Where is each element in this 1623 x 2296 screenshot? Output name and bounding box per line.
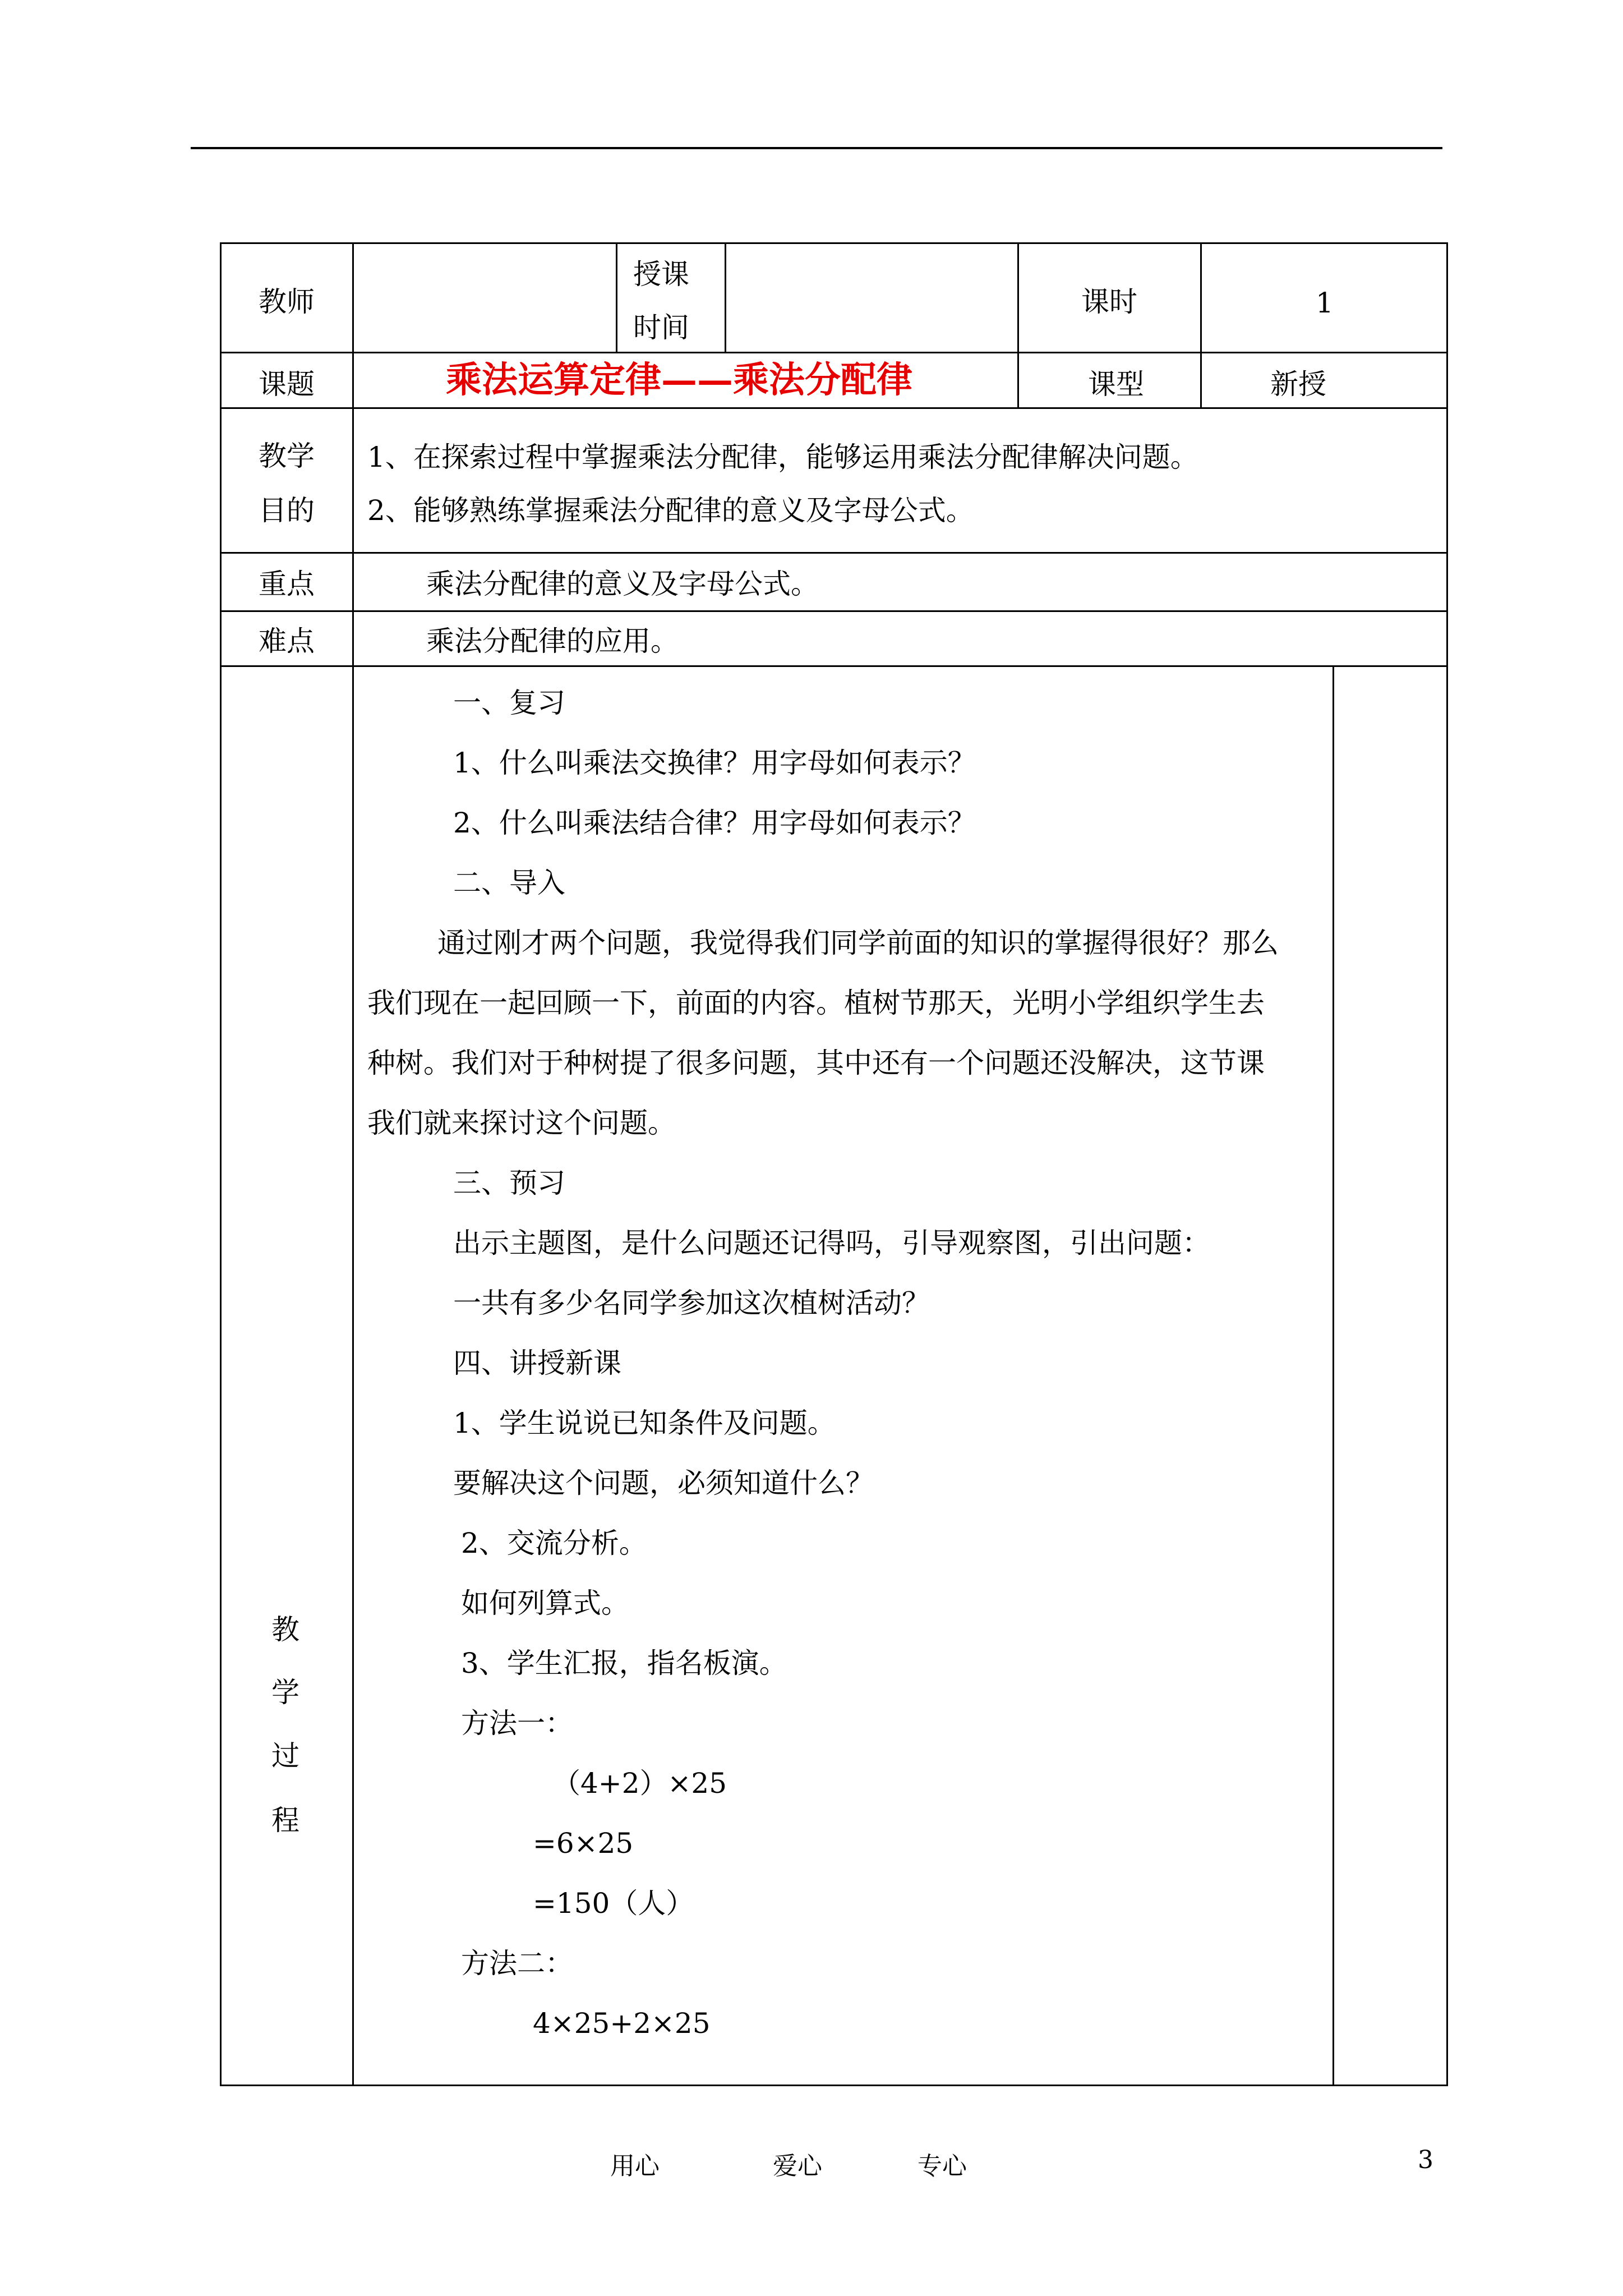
equation-line: =6×25 [533,1827,634,1860]
equation-line: =150（人） [533,1887,694,1920]
table-row-divider [220,407,1448,409]
process-label-char: 学 [271,1676,299,1709]
time-label-line2: 时间 [633,311,689,344]
header-rule [191,147,1442,149]
table-row-divider [220,610,1448,612]
page-number: 3 [1418,2146,1433,2174]
table-col-divider [352,242,354,2086]
process-line: 一共有多少名同学参加这次植树活动？ [453,1287,930,1319]
goal-label-line1: 教学 [259,440,315,472]
process-paragraph-line: 种树。我们对于种树提了很多问题，其中还有一个问题还没解决，这节课 [367,1047,1265,1079]
difficulty-label: 难点 [259,625,315,657]
footer-word: 专心 [917,2152,967,2180]
period-label: 课时 [1081,286,1137,318]
section-heading: 三、预习 [453,1167,565,1199]
table-col-divider [1332,665,1334,2086]
process-label-char: 教 [271,1613,299,1646]
section-heading: 一、复习 [453,687,565,719]
table-border-bottom [220,2085,1448,2086]
type-value: 新授 [1270,368,1326,401]
process-paragraph-line: 我们现在一起回顾一下，前面的内容。植树节那天，光明小学组织学生去 [367,987,1265,1019]
process-line: 出示主题图，是什么问题还记得吗，引导观察图，引出问题： [453,1227,1210,1259]
goal-item: 2、能够熟练掌握乘法分配律的意义及字母公式。 [367,494,974,527]
table-row-divider [220,665,1448,667]
process-line: 2、交流分析。 [461,1527,647,1559]
equation-line: （4+2）×25 [552,1767,727,1800]
process-label-char: 过 [271,1740,299,1772]
goal-label-line2: 目的 [259,494,315,527]
process-line: 2、什么叫乘法结合律？用字母如何表示？ [453,807,976,839]
table-col-divider [1200,242,1202,407]
footer-word: 用心 [610,2152,660,2180]
table-col-divider [725,242,726,352]
table-border-right [1446,242,1448,2086]
method-heading: 方法二： [461,1947,573,1980]
process-line: 1、学生说说已知条件及问题。 [453,1407,836,1439]
teacher-label: 教师 [259,286,315,318]
table-border-left [220,242,222,2086]
method-heading: 方法一： [461,1707,573,1740]
goal-item: 1、在探索过程中掌握乘法分配律，能够运用乘法分配律解决问题。 [367,441,1198,473]
footer-word: 爱心 [773,2152,822,2180]
process-line: 如何列算式。 [461,1587,629,1619]
difficulty-value: 乘法分配律的应用。 [426,625,679,657]
topic-label: 课题 [259,368,315,401]
table-border-top [220,242,1448,244]
section-heading: 二、导入 [453,867,565,899]
type-label: 课型 [1088,368,1144,401]
process-line: 要解决这个问题，必须知道什么？ [453,1467,874,1499]
process-line: 1、什么叫乘法交换律？用字母如何表示？ [453,747,976,779]
process-line: 3、学生汇报，指名板演。 [461,1647,787,1680]
equation-line: 4×25+2×25 [533,2007,711,2040]
lesson-title: 乘法运算定律——乘法分配律 [446,359,912,401]
section-heading: 四、讲授新课 [453,1347,621,1379]
table-col-divider [616,242,617,352]
key-point-value: 乘法分配律的意义及字母公式。 [426,568,819,600]
process-paragraph-line: 通过刚才两个问题，我觉得我们同学前面的知识的掌握得很好？那么 [437,927,1279,959]
period-value: 1 [1316,287,1334,319]
table-col-divider [1017,242,1019,407]
time-label-line1: 授课 [633,258,689,291]
table-row-divider [220,552,1448,554]
key-point-label: 重点 [259,568,315,600]
process-paragraph-line: 我们就来探讨这个问题。 [367,1107,676,1139]
table-row-divider [220,352,1448,353]
process-label-char: 程 [271,1804,299,1837]
